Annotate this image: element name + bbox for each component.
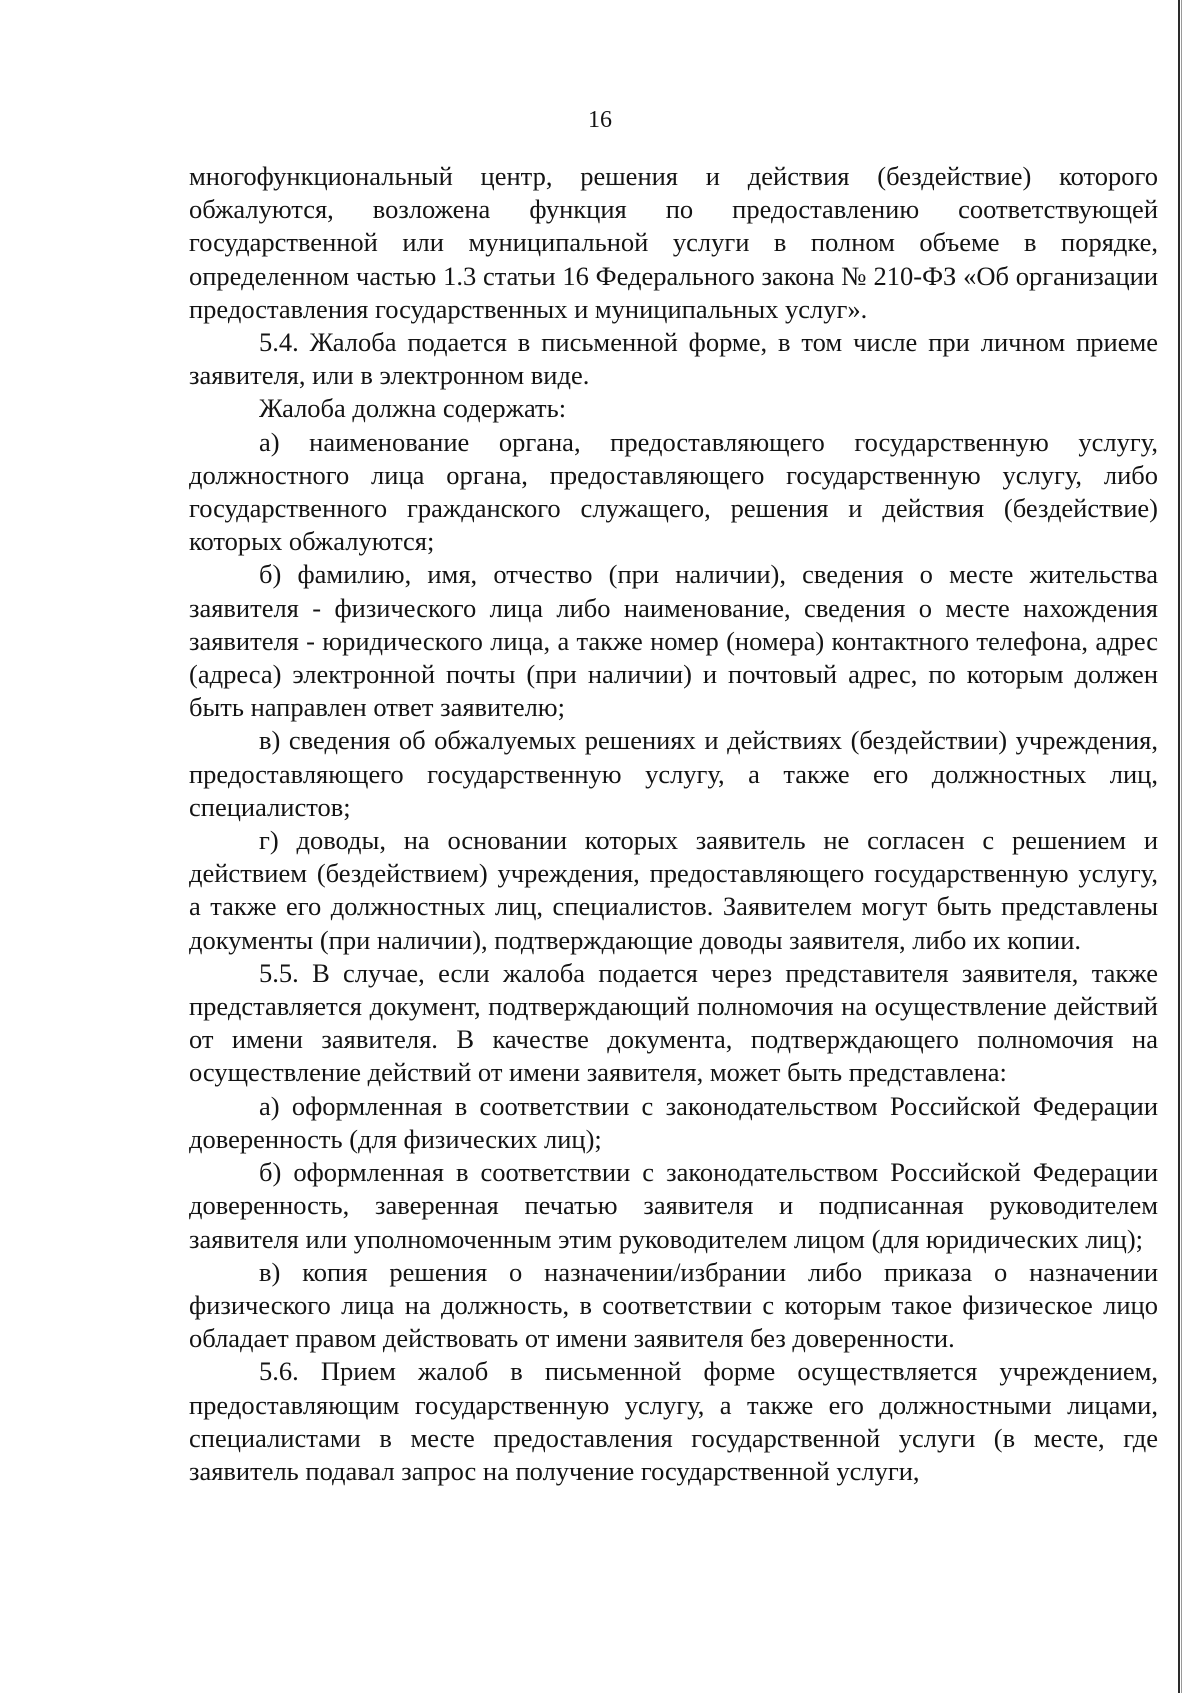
scan-page-edge-shadow [1181,0,1182,1693]
paragraph-5-5-item-v: в) копия решения о назначении/избрании либо приказа о назначении физического лица на должность, в соответствии с которым такое физическое лицо обладает правом действовать от имени заявителя без доверенности. [189,1256,1158,1354]
paragraph-item-g: г) доводы, на основании которых заявитель не согласен с решением и действием (бездействием) учреждения, предоставляющего государственную услугу, а также его должностных лиц, специалистов. Заявителем могут быть представлены документы (при наличии), подтверждающие доводы заявителя, либо их копии. [189,825,1158,955]
document-body [189,160,1158,1488]
paragraph-item-a: а) наименование органа, предоставляющего государственную услугу, должностного лица органа, предоставляющего государственную услугу, либо государственного гражданского служащего, решения и действия (бездействие) которых обжалуются; [189,426,1158,557]
paragraph-continuation: многофункциональный центр, решения и действия (бездействие) которого обжалуются, возложена функция по предоставлению соответствующей государственной или муниципальной услуги в полном объеме в порядке, определенном частью 1.3 статьи 16 Федерального закона № 210-ФЗ «Об организации предоставления государственных и муниципальных услуг». [189,161,1158,324]
paragraph-5-4: 5.4. Жалоба подается в письменной форме, в том числе при личном приеме заявителя, или в электронном виде. [189,327,1158,391]
page-number: 16 [588,107,612,133]
paragraph-5-5-item-a: а) оформленная в соответствии с законодательством Российской Федерации доверенность (для физических лиц); [189,1090,1158,1154]
paragraph-complaint-contents-intro: Жалоба должна содержать: [259,393,567,424]
paragraph-item-v: в) сведения об обжалуемых решениях и действиях (бездействии) учреждения, предоставляющего государственную услугу, а также его должностных лиц, специалистов; [189,725,1158,822]
paragraph-5-6: 5.6. Прием жалоб в письменной форме осуществляется учреждением, предоставляющим государственную услугу, а также его должностными лицами, специалистами в месте предоставления государственной услуги (в месте, где заявитель подавал запрос на получение государственной услуги, [189,1356,1158,1486]
paragraph-5-5: 5.5. В случае, если жалоба подается через представителя заявителя, также представляется документ, подтверждающий полномочия на осуществление действий от имени заявителя. В качестве документа, подтверждающего полномочия на осуществление действий от имени заявителя, может быть представлена: [189,957,1158,1088]
scan-page-edge [1178,0,1180,1693]
paragraph-item-b: б) фамилию, имя, отчество (при наличии), сведения о месте жительства заявителя - физического лица либо наименование, сведения о месте нахождения заявителя - юридического лица, а также номер (номера) контактного телефона, адрес (адреса) электронной почты (при наличии) и почтовый адрес, по которым должен быть направлен ответ заявителю; [189,559,1158,723]
paragraph-5-5-item-b: б) оформленная в соответствии с законодательством Российской Федерации доверенность, заверенная печатью заявителя и подписанная руководителем заявителя или уполномоченным этим руководителем лицом (для юридических лиц); [189,1157,1158,1254]
